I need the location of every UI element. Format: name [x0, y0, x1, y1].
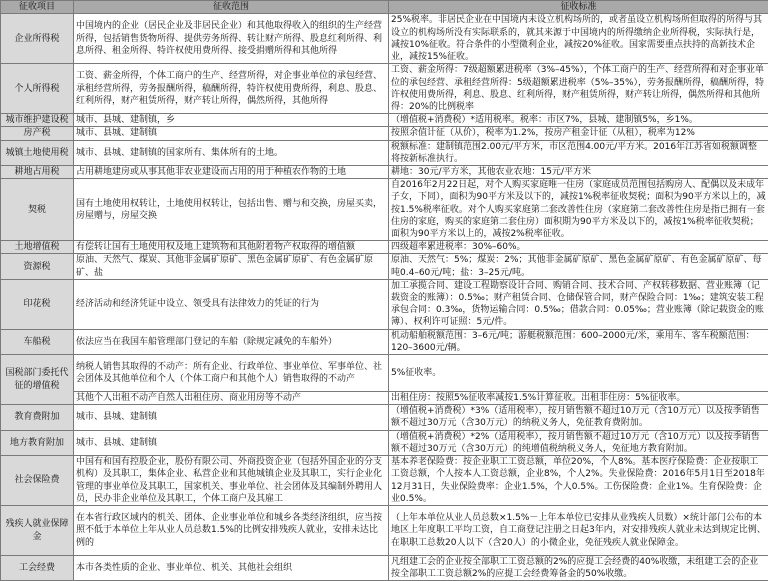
header-item: 征收项目: [1, 1, 74, 14]
tax-name: 国税部门委托代征的增值税: [1, 355, 74, 405]
table-row: [1, 279, 768, 329]
table-row: [1, 14, 768, 64]
table-row: [1, 114, 768, 127]
tax-standard: 耕地：30元/平方米，其他农业农地：15元/平方米: [389, 166, 768, 179]
tax-name: 资源税: [1, 254, 74, 279]
tax-scope: 城市、县城、建制镇: [74, 127, 389, 140]
table-row: [1, 329, 768, 354]
tax-scope: 依法应当在我国车船管理部门登记的车船（除规定减免的车船外）: [74, 329, 389, 354]
table-row: [1, 392, 768, 405]
tax-standard: 原油、天然气：5%；煤炭：2%；其他非金属矿原矿、黑色金属矿原矿、有色金属矿原矿、每吨0.4–60元/吨；盐：3–25元/吨。: [389, 254, 768, 279]
tax-scope: 原油、天然气、煤炭、其他非金属矿原矿、黑色金属矿原矿、有色金属矿原矿、盐: [74, 254, 389, 279]
tax-name: 工会经费: [1, 556, 74, 581]
table-row: [1, 556, 768, 581]
tax-standard: （增值税+消费税）*2%（适用税率），按月销售额不超过10万元（含10万元）以及按季销售额不超过30万元（含30万元）的纯增值税纳税义务人，免征地方教育附加。: [389, 430, 768, 455]
tax-scope: 城市、县城、建制镇的国家所有、集体所有的土地。: [74, 140, 389, 165]
tax-standard: 税额标准：建制镇范围2.00元/平方米，市区范围4.00元/平方米。2016年江苏省如税额调整将按新标准执行。: [389, 140, 768, 165]
tax-name: 社会保险费: [1, 456, 74, 506]
header-standard: 征收标准: [389, 1, 768, 14]
header-scope: 征收范围: [74, 1, 389, 14]
table-row: [1, 355, 768, 392]
tax-scope: 在本省行政区域内的机关、团体、企业事业单位和城乡各类经济组织，应当按照不低于本单位上年从业人员总数1.5%的比例安排残疾人就业，安排未达比例的: [74, 506, 389, 556]
tax-name: 地方教育附加: [1, 430, 74, 455]
tax-scope: 经济活动和经济凭证中设立、领受具有法律效力的凭证的行为: [74, 279, 389, 329]
table-row: [1, 64, 768, 114]
tax-standard: （上年本单位从业人员总数×1.5%－上年本单位已安排从业残疾人员数）×统计部门公布的本地区上年度职工平均工资，自工商登记注册之日起3年内，对安排残疾人就业未达到规定比例、在职职工总数20人以下（含20人）的小微企业，免征残疾人就业保障金。: [389, 506, 768, 556]
tax-standard: 自2016年2月22日起，对个人购买家庭唯一住房（家庭成员范围包括购房人、配偶以及未成年子女，下同），面积为90平方米及以下的，减按1%税率征收契税；面积为90平方米以上的，减按1.5%税率征收。对个人购买家庭第二套改善性住房（家庭第二套改善性住房是指已拥有一套住房的家庭，购买的家庭第二套住房）面积期为90平方米及以下的，减按1%税率征收契税；面积为90平方米以上的，减按2%税率征收。: [389, 179, 768, 241]
tax-name: 契税: [1, 179, 74, 241]
tax-standard: （增值税+消费税）*适用税率。税率：市区7%，县城、建制镇5%，乡1%。: [389, 114, 768, 127]
table-row: [1, 166, 768, 179]
tax-name: 城镇土地使用税: [1, 140, 74, 165]
tax-scope: 中国有和国有控股企业，股份有限公司、外商投资企业（包括外国企业的分支机构）及其职工，集体企业、私营企业和其他城镇企业及其职工，实行企业化管理的事业单位及其职工，国家机关、事业单位、社会团体及其编制外聘用人员，民办非企业单位及其职工，个体工商户及其雇工: [74, 456, 389, 506]
tax-name: 印花税: [1, 279, 74, 329]
tax-scope: 城市、县城、建制镇: [74, 430, 389, 455]
tax-scope: 本市各类性质的企业、事业单位、机关、其他社会组织: [74, 556, 389, 581]
tax-name: 城市维护建设税: [1, 114, 74, 127]
tax-name: 耕地占用税: [1, 166, 74, 179]
tax-scope: 有偿转让国有土地使用权及地上建筑物和其他附着物产权取得的增值额: [74, 241, 389, 254]
tax-standard: 5%征收率。: [389, 355, 768, 392]
table-row: [1, 241, 768, 254]
tax-standard: 出租住房：按照5%征收率减按1.5%计算征收。出租非住房：5%征收率。: [389, 392, 768, 405]
tax-standard: 四级超率累进税率：30%–60%。: [389, 241, 768, 254]
table-row: [1, 179, 768, 241]
tax-standard: 凡组建工会的企业按全部职工工资总额的2%的应提工会经费的40%收缴，未组建工会的企业按全部职工工资总额2%的应提工会经费筹备金的50%收缴。: [389, 556, 768, 581]
tax-scope: 城市、县城、建制镇: [74, 405, 389, 430]
tax-standard: 加工承揽合同、建设工程勘察设计合同、购销合同、技术合同、产权转移数据、营业账簿（记载资金的账簿）：0.5‰；财产租赁合同、仓储保管合同，财产保险合同：1‰；建筑安装工程承包合同：0.3‰，货物运输合同：0.5‰；借款合同：0.05‰；营业账簿（除记载资金的账簿）、权利许可证照：5元/件。: [389, 279, 768, 329]
tax-scope: 工资、薪金所得，个体工商户的生产、经营所得，对企事业单位的承包经营、承租经营所得，劳务报酬所得，稿酬所得，特许权使用费所得，利息、股息、红利所得，财产租赁所得，财产转让所得，偶然所得，其他所得: [74, 64, 389, 114]
tax-scope: 城市、县城、建制镇，乡: [74, 114, 389, 127]
header-row: [1, 1, 768, 14]
table-row: [1, 127, 768, 140]
tax-standard: 基本养老保险费：按企业职工工资总额，单位20%，个人8%。基本医疗保险费：企业按职工工资总额，个人按本人工资总额，企业8%，个人2%。失业保险费：2016年5月1日至2018年12月31日，失业保险费率：企业1.5%，个人0.5%。工伤保险费：企业1%。生育保险费：企业0.5%。: [389, 456, 768, 506]
table-row: [1, 405, 768, 430]
table-row: [1, 456, 768, 506]
tax-name: 企业所得税: [1, 14, 74, 64]
table-row: [1, 430, 768, 455]
tax-standard: 工资、薪金所得：7级超额累进税率（3%–45%），个体工商户的生产、经营所得和对企事业单位的承包经营、承租经营所得：5级超额累进税率（5%–35%），劳务报酬所得，稿酬所得，特许权使用费所得，利息、股息、红利所得，财产租赁所得，财产转让所得，偶然所得和其他所得：20%的比例税率: [389, 64, 768, 114]
tax-scope: 纳税人销售其取得的不动产：所有企业、行政单位、事业单位、军事单位、社会团体及其他单位和个人（个体工商户和其他个人）销售取得的不动产: [74, 355, 389, 392]
tax-standard: （增值税+消费税）*3%（适用税率），按月销售额不超过10万元（含10万元）以及按季销售额不超过30万元（含30万元）的纳税义务人，免征教育费附加。: [389, 405, 768, 430]
tax-name: 教育费附加: [1, 405, 74, 430]
tax-scope: 其他个人出租不动产自然人出租住房、商业用房等不动产: [74, 392, 389, 405]
tax-name: 残疾人就业保障金: [1, 506, 74, 556]
table-row: [1, 506, 768, 556]
tax-scope: 国有土地使用权转让，土地使用权转让，包括出售、赠与和交换，房屋买卖，房屋赠与，房屋交换: [74, 179, 389, 241]
tax-name: 车船税: [1, 329, 74, 354]
tax-name: 房产税: [1, 127, 74, 140]
table-row: [1, 254, 768, 279]
tax-standard: 按照余值计征（从价），税率为1.2%，按房产租金计征（从租），税率为12%: [389, 127, 768, 140]
tax-standard: 25%税率。非居民企业在中国境内未设立机构场所的，或者虽设立机构场所但取得的所得与其设立的机构场所没有实际联系的，就其来源于中国境内的所得缴纳企业所得税，实际执行是，减按10%征收。符合条件的小型微利企业，减按20%征收。国家需要重点扶持的高新技术企业，减按15%征收。: [389, 14, 768, 64]
tax-name: 个人所得税: [1, 64, 74, 114]
tax-name: 土地增值税: [1, 241, 74, 254]
table-row: [1, 140, 768, 165]
tax-scope: 中国境内的企业（居民企业及非居民企业）和其他取得收入的组织的生产经营所得，包括销售货物所得、提供劳务所得、转让财产所得、股息红利所得、利息所得、租金所得、特许权使用费所得、接受捐赠所得和其他所得: [74, 14, 389, 64]
tax-standard: 机动船舶税额范围：3–6元/吨；游艇税额范围：600–2000元/米，乘用车、客车税额范围：120–3600元/辆。: [389, 329, 768, 354]
tax-scope: 占用耕地建房或从事其他非农业建设而占用的用于种植农作物的土地: [74, 166, 389, 179]
